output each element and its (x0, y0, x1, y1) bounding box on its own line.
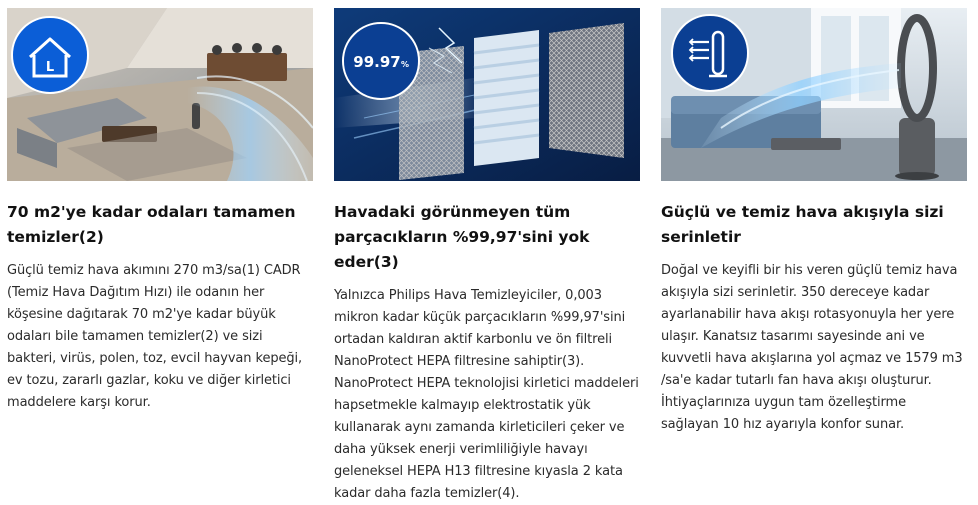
card-title: 70 m2'ye kadar odaları tamamen temizler(2) (7, 203, 296, 246)
feature-card-filtration (334, 8, 640, 505)
fan-airflow-icon (672, 15, 748, 91)
feature-card-room-coverage (7, 8, 313, 414)
fan-room-image (661, 8, 967, 181)
card-description: Güçlü temiz hava akımını 270 m3/sa(1) CADR (Temiz Hava Dağıtım Hızı) ile odanın her köşesine dağıtarak 70 m2'ye kadar büyük odaları bile tamamen temizler(2) ve sizi bakteri, virüs, polen, toz, evcil hayvan kepeği, ev tozu, zararlı gazlar, koku ve diğer kirletici maddelere karşı korur. (7, 263, 303, 410)
filter-layers-image (334, 8, 640, 181)
house-size-l-icon (12, 17, 88, 93)
card-description: Yalnızca Philips Hava Temizleyiciler, 0,003 mikron kadar küçük parçacıkların %99,97'sini ortadan kaldıran aktif karbonlu ve ön filtreli NanoProtect HEPA filtresine sahiptir(3). NanoProtect HEPA teknolojisi kirletici maddeleri hapsetmekle kalmayıp elektrostatik yük kullanarak aynı zamanda kirleticileri çeker ve daha yüksek enerji verimliliğiyle havayı geleneksel HEPA H13 filtresine kıyasla 2 kata kadar daha fazla temizler(4). (334, 288, 639, 501)
card-description: Doğal ve keyifli bir his veren güçlü temiz hava akışıyla sizi serinletir. 350 dereceye kadar ayarlanabilir hava akışı rotasyonuyla her yere ulaşır. Kanatsız tasarımı sayesinde ani ve kuvvetli hava akışlarına yol açmaz ve 1579 m3 /sa'e kadar tutarlı fan hava akışı oluşturur. İhtiyaçlarınıza uygun tam özelleştirme sağlayan 10 hız ayarıyla konfor sunar. (661, 263, 963, 432)
filtration-percentage-icon (343, 23, 419, 99)
living-room-image (7, 8, 313, 181)
badge-percent-sign: % (400, 60, 410, 69)
feature-card-cooling (661, 8, 967, 436)
card-title: Havadaki görünmeyen tüm parçacıkların %99,97'sini yok eder(3) (334, 203, 590, 271)
card-title: Güçlü ve temiz hava akışıyla sizi serinletir (661, 203, 944, 246)
badge-percentage: 99.97 (353, 53, 401, 71)
badge-label: L (45, 60, 55, 75)
